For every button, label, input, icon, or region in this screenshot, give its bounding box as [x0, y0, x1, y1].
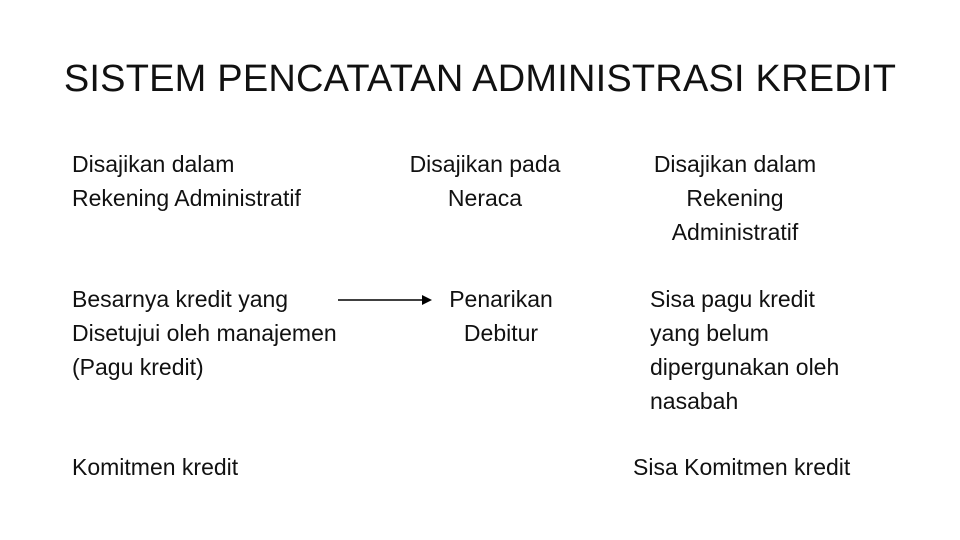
row1-col3-line4: nasabah	[650, 388, 739, 414]
header-col2-line1: Disajikan pada	[409, 151, 561, 177]
row1-col2-line1: Penarikan	[449, 286, 553, 312]
komitmen-kredit-text: Komitmen kredit	[72, 454, 239, 480]
row1-col1-line2: Disetujui oleh manajemen	[72, 320, 337, 346]
row1-col1-line3: (Pagu kredit)	[72, 354, 204, 380]
penarikan-debitur-text	[436, 282, 566, 350]
header-col1-line2: Rekening Administratif	[72, 185, 301, 211]
slide-title: SISTEM PENCATATAN ADMINISTRASI KREDIT	[63, 58, 897, 100]
row1-col3-line3: dipergunakan oleh	[650, 354, 840, 380]
row1-col3-line2: yang belum	[650, 320, 769, 346]
row1-col2-line2: Debitur	[463, 320, 539, 346]
header-col2-line2: Neraca	[447, 185, 523, 211]
row1-col1-line1: Besarnya kredit yang	[72, 286, 289, 312]
header-col1-line1: Disajikan dalam	[72, 151, 235, 177]
pagu-kredit-text	[72, 282, 337, 384]
header-col3-line1: Disajikan dalam	[653, 151, 817, 177]
header-neraca	[395, 147, 575, 215]
right-arrow-icon	[336, 288, 436, 308]
header-rekening-administratif-2	[630, 147, 840, 249]
sisa-komitmen-text: Sisa Komitmen kredit	[633, 454, 851, 480]
header-col3-line2: Rekening	[686, 185, 784, 211]
row1-col3-line1: Sisa pagu kredit	[650, 286, 815, 312]
header-col3-line3: Administratif	[671, 219, 799, 245]
arrow-head	[422, 295, 432, 305]
sisa-pagu-text	[650, 282, 839, 418]
header-rekening-administratif	[72, 147, 301, 215]
